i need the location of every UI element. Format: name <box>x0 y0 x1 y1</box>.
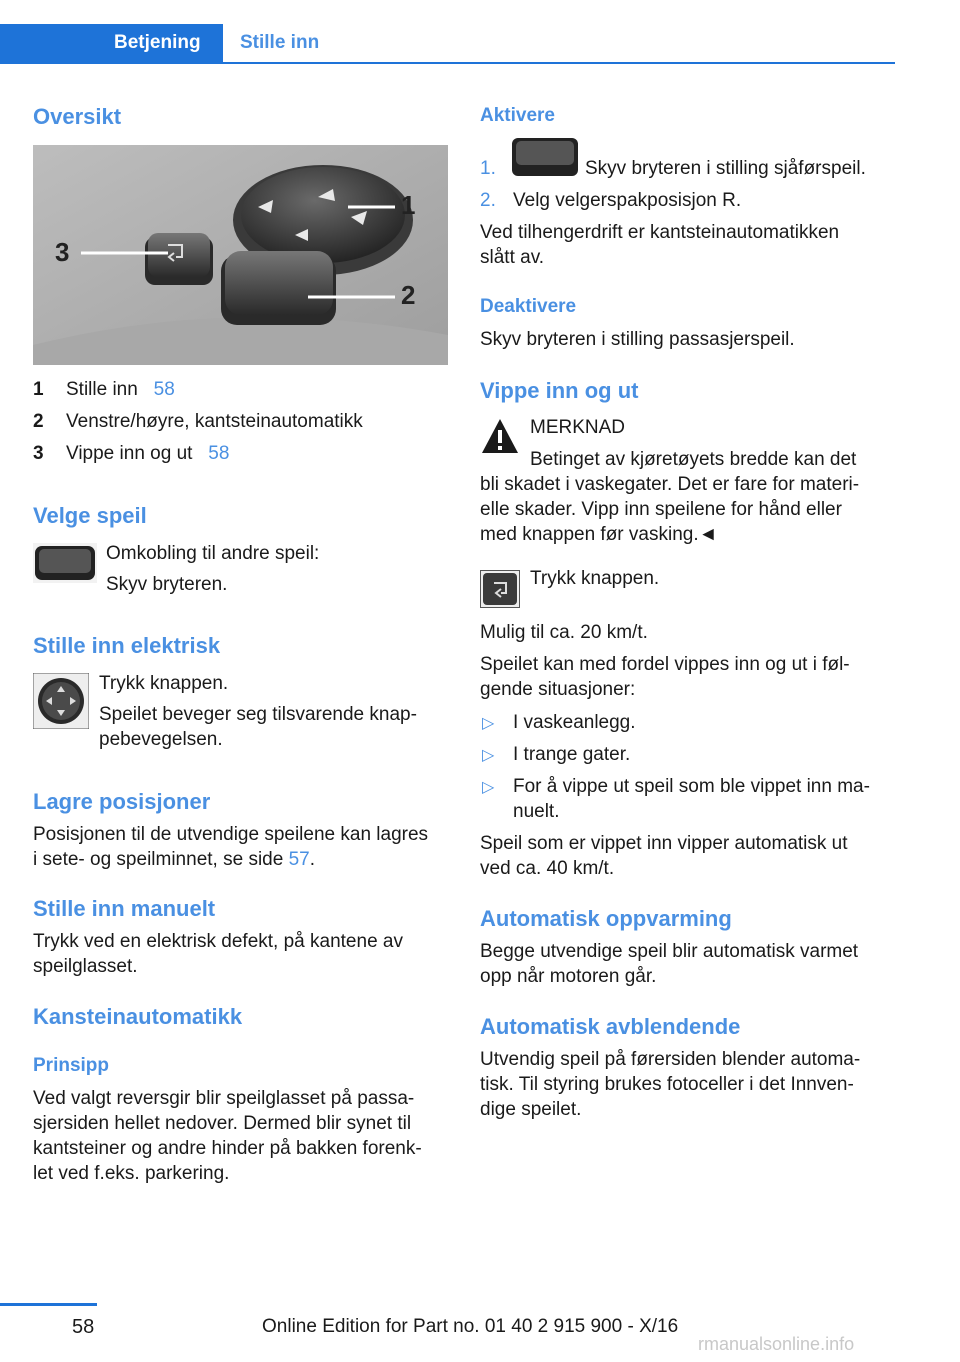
text: dige speilet. <box>480 1099 582 1120</box>
heading-stille-inn-elektrisk: Stille inn elektrisk <box>33 633 221 658</box>
text: med knappen før vasking.◄ <box>480 524 718 545</box>
text: Skyv bryteren i stilling sjåførspeil. <box>585 158 866 179</box>
heading-automatisk-avblendende: Automatisk avblendende <box>480 1014 741 1039</box>
legend-item: Venstre/høyre, kantsteinautomatikk <box>66 411 363 432</box>
photo-label-3: 3 <box>55 237 70 267</box>
bullet-icon: ▷ <box>482 779 495 796</box>
text: opp når motoren går. <box>480 966 657 987</box>
text: Velg velgerspakposisjon R. <box>513 190 742 211</box>
text: Betinget av kjøretøyets bredde kan det <box>530 449 857 470</box>
list-item: nuelt. <box>513 801 560 822</box>
text: Skyv bryteren. <box>106 574 228 595</box>
step-number: 1. <box>480 158 496 179</box>
page-link[interactable]: 58 <box>153 379 175 400</box>
text: i sete- og speilminnet, se side 57. <box>33 849 315 870</box>
tab-stille-inn[interactable]: Stille inn <box>240 32 320 53</box>
text: Mulig til ca. 20 km/t. <box>480 622 648 643</box>
text: Ved tilhengerdrift er kantsteinautomatikken <box>480 222 840 243</box>
warning-icon <box>480 416 520 456</box>
text: MERKNAD <box>530 417 626 438</box>
heading-deaktivere: Deaktivere <box>480 296 577 317</box>
text: Trykk knappen. <box>530 568 660 589</box>
watermark: rmanualsonline.info <box>698 1334 855 1354</box>
footer-edition: Online Edition for Part no. 01 40 2 915 900 - X/16 <box>262 1316 679 1337</box>
heading-oversikt: Oversikt <box>33 104 122 129</box>
footer-rule <box>0 1303 97 1306</box>
heading-prinsipp: Prinsipp <box>33 1055 110 1076</box>
photo-label-2: 2 <box>401 280 416 310</box>
text: ved ca. 40 km/t. <box>480 858 615 879</box>
text: speilglasset. <box>33 956 138 977</box>
step-number: 2. <box>480 190 496 211</box>
text: Ved valgt reversgir blir speilglasset på passa- <box>33 1088 415 1109</box>
list-item: I trange gater. <box>513 744 631 765</box>
legend-item: Vippe inn og ut 58 <box>66 443 230 464</box>
legend-item: Stille inn 58 <box>66 379 175 400</box>
heading-lagre-posisjoner: Lagre posisjoner <box>33 789 211 814</box>
text: slått av. <box>480 247 545 268</box>
bullet-icon: ▷ <box>482 715 495 732</box>
text: Skyv bryteren i stilling passasjerspeil. <box>480 329 795 350</box>
text: let ved f.eks. parkering. <box>33 1163 230 1184</box>
legend-num: 1 <box>33 379 44 400</box>
text: bli skadet i vaskegater. Det er fare for materi- <box>480 474 860 495</box>
page-link[interactable]: 58 <box>208 443 230 464</box>
page-number: 58 <box>72 1316 95 1338</box>
text: Posisjonen til de utvendige speilene kan lagres <box>33 824 429 845</box>
bullet-icon: ▷ <box>482 747 495 764</box>
legend-num: 2 <box>33 411 44 432</box>
header-tabbar <box>0 24 895 64</box>
text: Omkobling til andre speil: <box>106 543 320 564</box>
text: elle skader. Vipp inn speilene for hånd eller <box>480 499 842 520</box>
switch-icon <box>33 543 97 583</box>
text: sjersiden hellet nedover. Dermed blir synet til <box>33 1113 412 1134</box>
heading-vippe-inn-og-ut: Vippe inn og ut <box>480 378 639 403</box>
photo-label-1: 1 <box>401 190 416 220</box>
heading-velge-speil: Velge speil <box>33 503 147 528</box>
text: tisk. Til styring brukes fotoceller i det Innven- <box>480 1074 854 1095</box>
text: Trykk knappen. <box>99 673 229 694</box>
heading-kansteinautomatikk: Kansteinautomatikk <box>33 1004 243 1029</box>
text: gende situasjoner: <box>480 679 636 700</box>
list-item: I vaskeanlegg. <box>513 712 636 733</box>
page-link-57[interactable]: 57 <box>288 849 310 870</box>
text: Speilet beveger seg tilsvarende knap- <box>99 704 417 725</box>
switch-icon <box>512 138 578 176</box>
tab-betjening[interactable]: Betjening <box>0 24 223 62</box>
heading-aktivere: Aktivere <box>480 105 555 126</box>
heading-stille-inn-manuelt: Stille inn manuelt <box>33 896 216 921</box>
legend-num: 3 <box>33 443 44 464</box>
text: pebevegelsen. <box>99 729 223 750</box>
heading-automatisk-oppvarming: Automatisk oppvarming <box>480 906 732 931</box>
fold-mirror-button-icon <box>480 570 520 608</box>
mirror-control-photo <box>33 145 448 365</box>
direction-pad-icon <box>33 673 89 729</box>
text: Begge utvendige speil blir automatisk varmet <box>480 941 859 962</box>
text: Speil som er vippet inn vipper automatisk ut <box>480 833 848 854</box>
text: Speilet kan med fordel vippes inn og ut i føl- <box>480 654 850 675</box>
text: Utvendig speil på førersiden blender automa- <box>480 1049 861 1070</box>
text: kantsteiner og andre hinder på bakken forenk- <box>33 1138 422 1159</box>
list-item: For å vippe ut speil som ble vippet inn ma- <box>513 776 870 797</box>
text: Trykk ved en elektrisk defekt, på kantene av <box>33 931 403 952</box>
